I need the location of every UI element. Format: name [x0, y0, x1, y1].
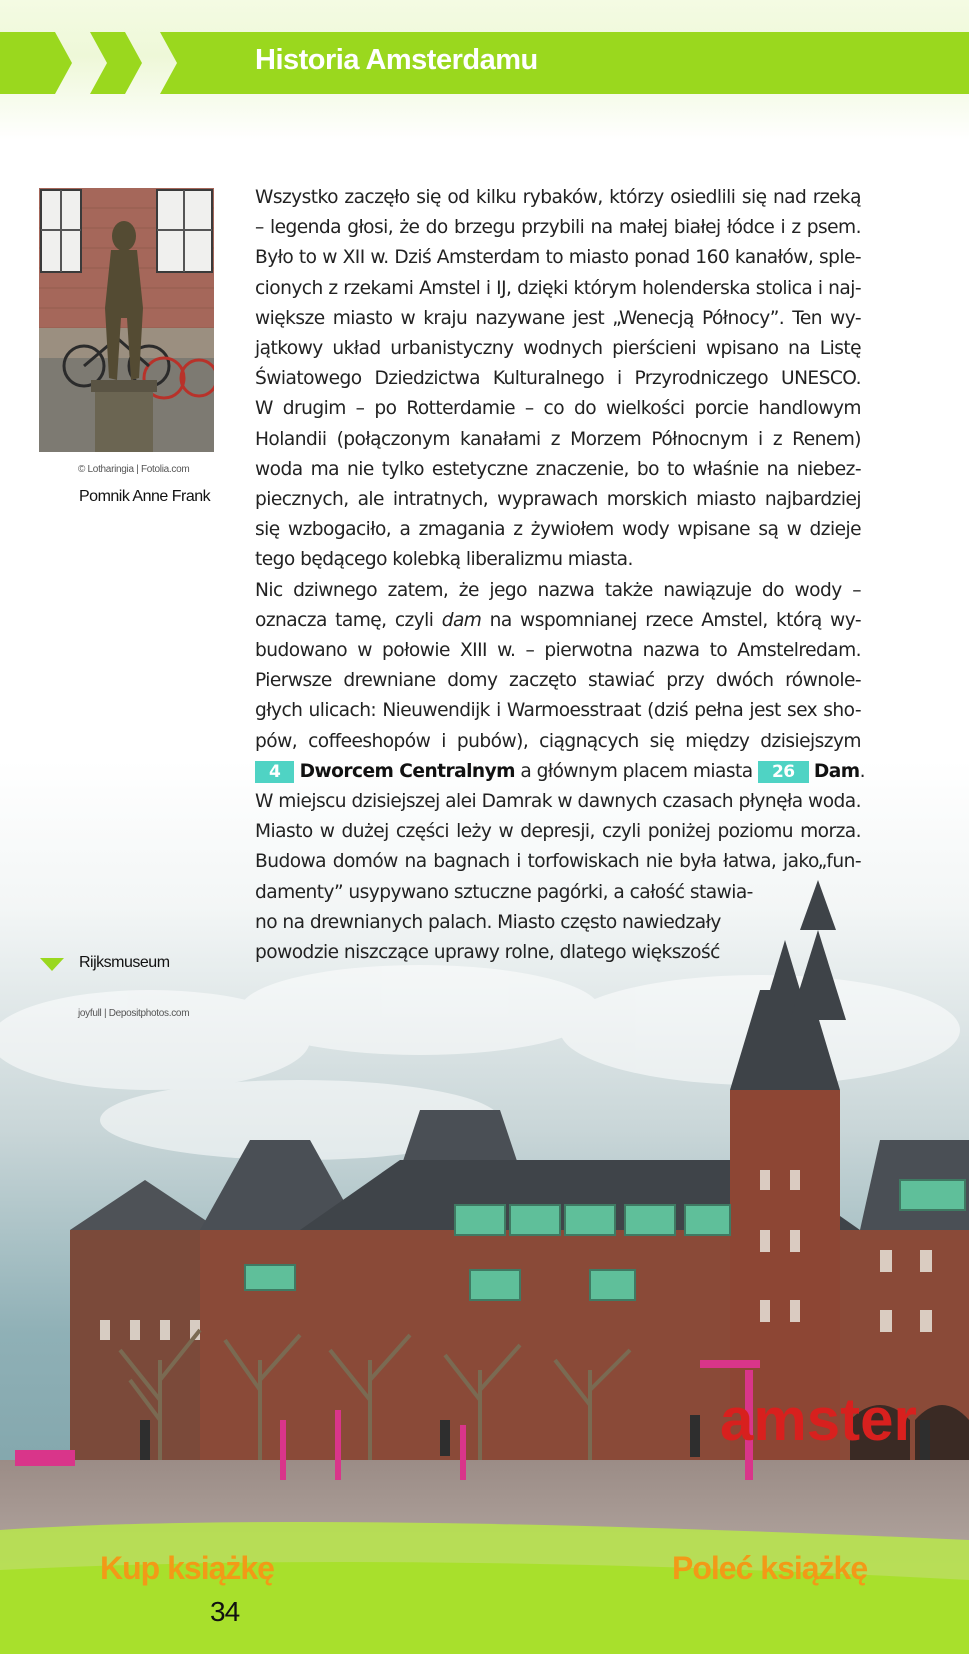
map-pin-badge: 4	[255, 761, 294, 783]
text-line: Miasto w dużej części leży w depresji, czyli poniżej poziomu morza.	[255, 821, 861, 843]
text-line: – legenda głosi, że do brzegu przybili na małej białej łódce i z psem.	[255, 217, 861, 239]
triangle-down-icon	[40, 958, 64, 972]
text-line: Wszystko zaczęło się od kilku rybaków, którzy osiedlili się nad rzeką	[255, 187, 861, 208]
page-number: 34	[210, 1596, 240, 1627]
text-line: budowano w połowie XIII w. – pierwotna nazwa to Amstelredam.	[255, 640, 861, 662]
text-segment: na wspomnianej rzece Amstel, którą wy-	[489, 609, 861, 631]
photo-credit: © Lotharingia | Fotolia.com	[78, 464, 190, 475]
text-segment: a głównym placem miasta	[520, 760, 753, 782]
text-line-with-italic	[255, 606, 861, 636]
text-line: jątkowy układ urbanistyczny wodnych pierścieni wpisano na Listę	[255, 338, 861, 360]
text-line: piecznych, ale intratnych, wyprawach morskich miasto najbardziej	[255, 489, 861, 511]
text-line: głych ulicach: Nieuwendijk i Warmoesstraat (dziś pełna jest sex sho-	[255, 700, 861, 722]
text-line: Pierwsze drewniane domy zaczęto stawiać przy dwóch równole-	[255, 670, 861, 692]
text-line: pów, coffeeshopów i pubów), ciągnących się między dzisiejszym	[255, 730, 861, 752]
recommend-book-link[interactable]: Poleć książkę	[672, 1550, 868, 1586]
amsterdam-sign: amster	[720, 1386, 917, 1453]
text-line: Światowego Dziedzictwa Kulturalnego i Przyrodniczego UNESCO.	[255, 368, 861, 390]
text-line: no na drewnianych palach. Miasto często nawiedzały	[255, 911, 721, 933]
place-name: Dam	[813, 760, 860, 782]
text-line: Było to w XII w. Dziś Amsterdam to miasto ponad 160 kanałów, sple-	[255, 247, 861, 269]
photo-caption: Pomnik Anne Frank	[79, 488, 211, 505]
text-line: się wzbogaciło, a zmagania z żywiołem wody wpisane są w dzieje	[255, 519, 861, 541]
text-line: większe miasto w kraju nazywane jest „Wenecją Północy”. Ten wy-	[255, 307, 861, 329]
place-name: Dworcem Centralnym	[299, 760, 515, 782]
footer-band	[0, 1520, 969, 1654]
text-line: W drugim – po Rotterdamie – co do wielkości porcie handlowym	[255, 398, 861, 420]
text-line: tego będącego kolebką liberalizmu miasta.	[255, 549, 633, 571]
chevron-arrow-icon	[90, 32, 142, 94]
text-line: Nic dziwnego zatem, że jego nazwa także nawiązuje do wody –	[255, 579, 861, 601]
rijksmuseum-credit: joyfull | Depositphotos.com	[78, 1008, 190, 1019]
text-line: damenty” usypywano sztuczne pagórki, a całość stawia-	[255, 881, 753, 903]
text-line: powodzie niszczące uprawy rolne, dlatego większość	[255, 942, 720, 964]
text-segment: .	[859, 760, 866, 782]
text-line: W miejscu dzisiejszej alei Damrak w dawnych czasach płynęła woda.	[255, 791, 861, 813]
text-line: Holandii (połączonym kanałami z Morzem Północnym i z Renem)	[255, 428, 861, 450]
map-pin-badge: 26	[758, 761, 809, 783]
italic-term: dam	[441, 609, 482, 631]
rijksmuseum-caption: Rijksmuseum	[79, 954, 170, 971]
page-title: Historia Amsterdamu	[255, 44, 538, 76]
text-line: cionych z rzekami Amstel i IJ, dzięki którym holenderska stolica i naj-	[255, 277, 861, 299]
text-line: woda ma nie tylko estetyczne znaczenie, bo to właśnie na niebez-	[255, 458, 861, 480]
text-segment: oznacza tamę, czyli	[255, 609, 434, 631]
anne-frank-statue-photo	[39, 188, 214, 452]
text-line: Budowa domów na bagnach i torfowiskach nie była łatwa, jako„fun-	[255, 851, 861, 873]
main-article	[255, 183, 866, 968]
buy-book-link[interactable]: Kup książkę	[100, 1550, 274, 1586]
text-line-with-pins	[255, 757, 866, 787]
